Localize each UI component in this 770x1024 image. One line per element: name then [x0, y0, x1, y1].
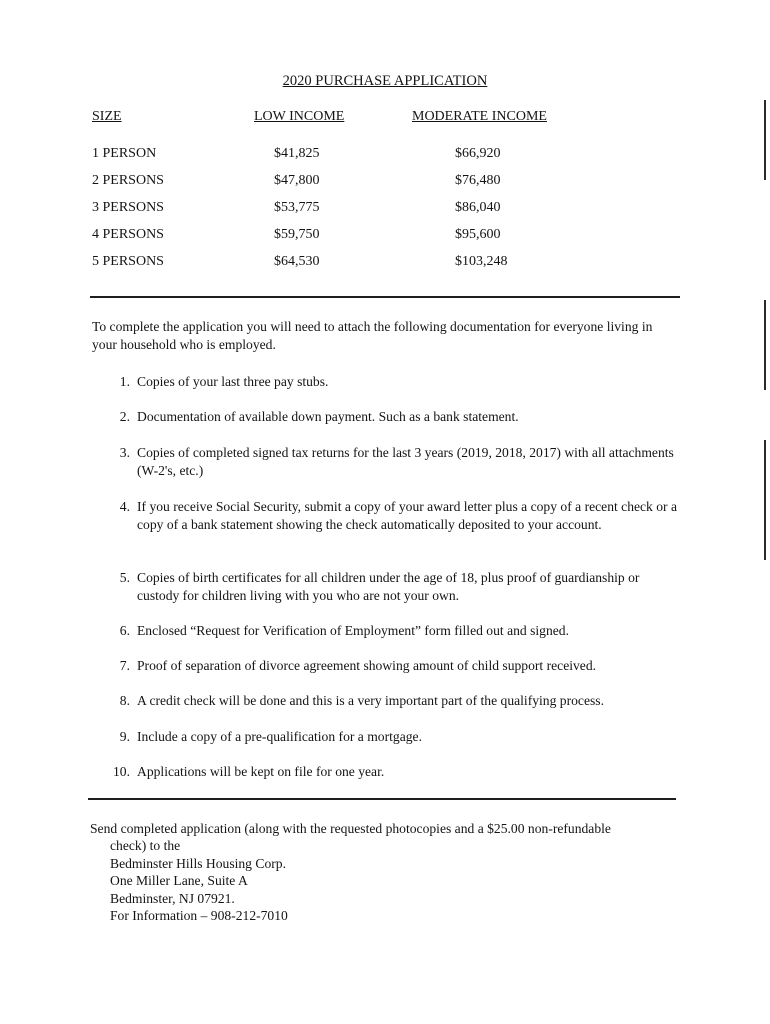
moderate-income-cell: $76,480: [455, 173, 501, 188]
list-item-text: A credit check will be done and this is a very important part of the qualifying process.: [137, 693, 604, 708]
list-item-text: Copies of birth certificates for all children under the age of 18, plus proof of guardianship or custody for children living with you who are not your own.: [137, 570, 640, 603]
column-header-size: SIZE: [92, 109, 122, 124]
list-item-number: 4.: [119, 499, 130, 514]
page-title: 2020 PURCHASE APPLICATION: [282, 73, 488, 89]
low-income-cell: $53,775: [274, 200, 320, 215]
list-item-text: Enclosed “Request for Verification of Employment” form filled out and signed.: [137, 623, 569, 638]
size-cell: 4 PERSONS: [92, 227, 164, 242]
list-item-text: Applications will be kept on file for one year.: [137, 764, 385, 779]
organization-name: Bedminster Hills Housing Corp.: [110, 856, 286, 871]
scan-edge-mark: [764, 100, 766, 180]
city-state-zip: Bedminster, NJ 07921.: [110, 891, 235, 906]
list-item-text: If you receive Social Security, submit a copy of your award letter plus a copy of a recent check or a copy of a bank statement showing the check automatically deposited to your account.: [137, 499, 678, 532]
list-item-number: 7.: [119, 658, 130, 673]
send-instructions: Send completed application (along with the requested photocopies and a $25.00 non-refundable: [90, 821, 611, 836]
list-item-number: 2.: [119, 409, 130, 424]
list-item-text: Proof of separation of divorce agreement showing amount of child support received.: [137, 658, 597, 673]
column-header-low-income: LOW INCOME: [254, 109, 345, 124]
send-instructions-continued: check) to the: [110, 838, 181, 853]
list-item-text: Include a copy of a pre-qualification for a mortgage.: [137, 729, 422, 744]
contact-phone: For Information – 908-212-7010: [110, 908, 288, 923]
moderate-income-cell: $103,248: [455, 254, 508, 269]
low-income-cell: $64,530: [274, 254, 320, 269]
scan-edge-mark: [764, 300, 766, 390]
list-item-number: 1.: [119, 374, 130, 389]
low-income-cell: $47,800: [274, 173, 320, 188]
list-item-number: 3.: [119, 445, 130, 460]
column-header-moderate-income: MODERATE INCOME: [412, 109, 547, 124]
list-item-number: 10.: [113, 764, 130, 779]
section-divider: [90, 296, 680, 298]
size-cell: 1 PERSON: [92, 146, 157, 161]
list-item-text: Copies of completed signed tax returns for the last 3 years (2019, 2018, 2017) with all attachments (W-2's, etc.): [137, 445, 674, 478]
size-cell: 3 PERSONS: [92, 200, 164, 215]
size-cell: 5 PERSONS: [92, 254, 164, 269]
list-item-number: 6.: [119, 623, 130, 638]
low-income-cell: $59,750: [274, 227, 320, 242]
list-item-number: 9.: [119, 729, 130, 744]
moderate-income-cell: $66,920: [455, 146, 501, 161]
size-cell: 2 PERSONS: [92, 173, 164, 188]
low-income-cell: $41,825: [274, 146, 320, 161]
moderate-income-cell: $86,040: [455, 200, 501, 215]
list-item-text: Documentation of available down payment. Such as a bank statement.: [137, 409, 519, 424]
list-item-text: Copies of your last three pay stubs.: [137, 374, 329, 389]
scan-edge-mark: [764, 440, 766, 560]
list-item-number: 8.: [119, 693, 130, 708]
section-divider: [88, 798, 676, 800]
street-address: One Miller Lane, Suite A: [110, 873, 248, 888]
list-item-number: 5.: [119, 570, 130, 585]
moderate-income-cell: $95,600: [455, 227, 501, 242]
intro-paragraph: To complete the application you will need to attach the following documentation for everyone living in your household who is employed.: [92, 319, 653, 352]
